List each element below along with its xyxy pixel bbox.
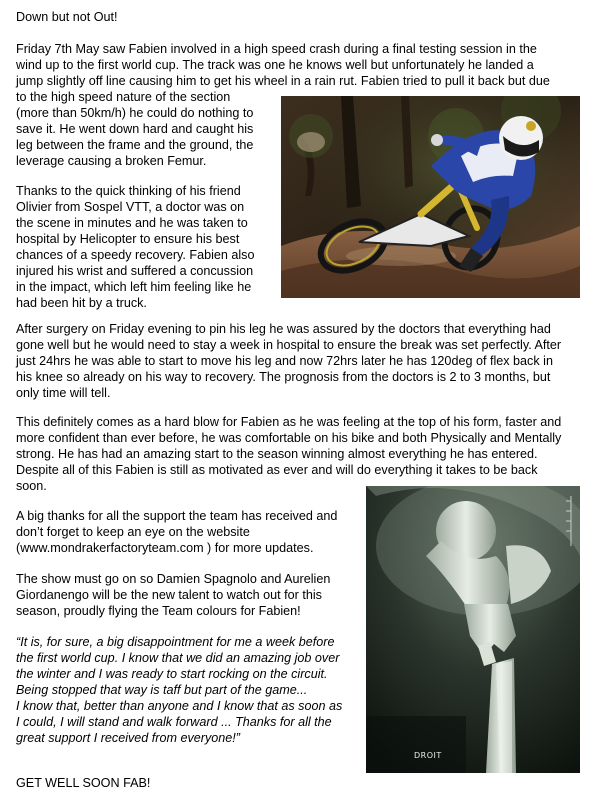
fabien-quote	[16, 634, 342, 746]
text-line: just 24hrs he was able to start to move his leg and now 72hrs later he has 120deg of flex back in	[16, 354, 553, 368]
text-line: save it. He went down hard and caught his	[16, 122, 254, 136]
femur-xray-photo	[366, 486, 580, 773]
signoff: GET WELL SOON FAB!	[16, 776, 151, 790]
text-line: to the high speed nature of the section	[16, 90, 231, 104]
text-line: Despite all of this Fabien is still as motivated as ever and will do everything it takes to be back	[16, 463, 538, 477]
text-line: A big thanks for all the support the team has received and	[16, 509, 338, 523]
text-line: hospital by Helicopter to ensure his best	[16, 232, 240, 246]
text-line: gone well but he would need to stay a week in hospital to ensure the break was set perfectly. After	[16, 338, 562, 352]
text-line: Olivier from Sospel VTT, a doctor was on	[16, 200, 245, 214]
text-line: the scene in minutes and he was taken to	[16, 216, 248, 230]
text-line: “It is, for sure, a big disappointment for me a week before	[16, 635, 335, 649]
text-line: (more than 50km/h) he could do nothing to	[16, 106, 254, 120]
xray-side-label: DROIT	[414, 751, 442, 760]
text-line: Giordanengo will be the new talent to watch out for this	[16, 588, 322, 602]
downhill-rider-image	[281, 96, 580, 298]
text-line: had been hit by a truck.	[16, 296, 147, 310]
paragraph-new-talent	[16, 571, 330, 619]
text-line: the winter and I was ready to start rocking on the circuit.	[16, 667, 328, 681]
text-line: Being stopped that way is taff but part of the game...	[16, 683, 308, 697]
rider-crash-photo	[281, 96, 580, 298]
text-line: I could, I will stand and walk forward ... Thanks for all the	[16, 715, 332, 729]
text-line: soon.	[16, 479, 47, 493]
page-title: Down but not Out!	[16, 10, 118, 24]
paragraph-motivation	[16, 414, 561, 494]
text-line: This definitely comes as a hard blow for Fabien as he was feeling at the top of his form, faster and	[16, 415, 562, 429]
paragraph-thanks	[16, 508, 337, 556]
text-line: chances of a speedy recovery. Fabien also	[16, 248, 255, 262]
text-line: the first world cup. I know that we did an amazing job over	[16, 651, 340, 665]
text-line: season, proudly flying the Team colours for Fabien!	[16, 604, 301, 618]
text-line: wind up to the first world cup. The track was one he knows well but unfortunately he landed a	[16, 58, 534, 72]
text-line: his knee so already on his way to recovery. The prognosis from the doctors is 2 to 3 months, but	[16, 370, 551, 384]
text-line: in the impact, which left him feeling like he	[16, 280, 252, 294]
text-line: more confident than ever before, he was comfortable on his bike and both Physically and Mentally	[16, 431, 562, 445]
text-line: I know that, better than anyone and I know that as soon as	[16, 699, 343, 713]
text-line: great support I received from everyone!”	[16, 731, 240, 745]
paragraph-rescue	[16, 183, 254, 311]
text-line: strong. He has had an amazing start to the season winning almost everything he has entered.	[16, 447, 538, 461]
xray-image	[366, 486, 580, 773]
paragraph-surgery	[16, 321, 561, 401]
text-line: leg between the frame and the ground, the	[16, 138, 254, 152]
text-line: jump slightly off line causing him to get his wheel in a rain rut. Fabien tried to pull it back but due	[16, 74, 550, 88]
text-line: leverage causing a broken Femur.	[16, 154, 207, 168]
text-line: (www.mondrakerfactoryteam.com ) for more updates.	[16, 541, 314, 555]
text-line: only time will tell.	[16, 386, 111, 400]
text-line: don’t forget to keep an eye on the website	[16, 525, 250, 539]
text-line: The show must go on so Damien Spagnolo and Aurelien	[16, 572, 331, 586]
text-line: After surgery on Friday evening to pin his leg he was assured by the doctors that everything had	[16, 322, 551, 336]
text-line: Friday 7th May saw Fabien involved in a high speed crash during a final testing session in the	[16, 42, 537, 56]
text-line: Thanks to the quick thinking of his friend	[16, 184, 241, 198]
text-line: injured his wrist and suffered a concussion	[16, 264, 254, 278]
